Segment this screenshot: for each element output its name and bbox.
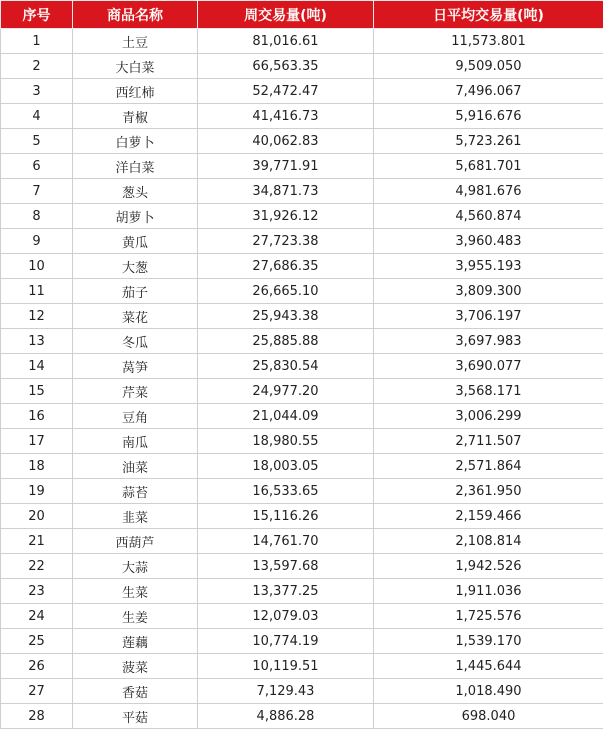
cell-product-name: 西红柿 — [73, 79, 198, 104]
cell-index: 11 — [1, 279, 73, 304]
cell-product-name: 西葫芦 — [73, 529, 198, 554]
cell-weekly-volume: 41,416.73 — [198, 104, 374, 129]
table-row — [1, 479, 603, 504]
table-header — [1, 1, 603, 29]
table-row — [1, 204, 603, 229]
cell-product-name: 韭菜 — [73, 504, 198, 529]
cell-product-name: 青椒 — [73, 104, 198, 129]
cell-weekly-volume: 18,980.55 — [198, 429, 374, 454]
cell-index: 6 — [1, 154, 73, 179]
cell-daily-average-volume: 1,018.490 — [374, 679, 603, 704]
cell-daily-average-volume: 2,711.507 — [374, 429, 603, 454]
table-row — [1, 304, 603, 329]
header-daily-average-volume: 日平均交易量(吨) — [374, 1, 603, 29]
cell-weekly-volume: 10,119.51 — [198, 654, 374, 679]
table-row — [1, 554, 603, 579]
cell-weekly-volume: 16,533.65 — [198, 479, 374, 504]
cell-product-name: 菠菜 — [73, 654, 198, 679]
cell-weekly-volume: 15,116.26 — [198, 504, 374, 529]
cell-product-name: 菜花 — [73, 304, 198, 329]
cell-weekly-volume: 25,943.38 — [198, 304, 374, 329]
cell-index: 16 — [1, 404, 73, 429]
cell-weekly-volume: 7,129.43 — [198, 679, 374, 704]
cell-daily-average-volume: 3,706.197 — [374, 304, 603, 329]
cell-index: 9 — [1, 229, 73, 254]
cell-weekly-volume: 66,563.35 — [198, 54, 374, 79]
cell-index: 2 — [1, 54, 73, 79]
cell-product-name: 生菜 — [73, 579, 198, 604]
cell-weekly-volume: 34,871.73 — [198, 179, 374, 204]
cell-index: 4 — [1, 104, 73, 129]
table-row — [1, 29, 603, 54]
cell-daily-average-volume: 9,509.050 — [374, 54, 603, 79]
table-row — [1, 104, 603, 129]
cell-index: 26 — [1, 654, 73, 679]
cell-daily-average-volume: 1,539.170 — [374, 629, 603, 654]
cell-weekly-volume: 13,377.25 — [198, 579, 374, 604]
cell-daily-average-volume: 11,573.801 — [374, 29, 603, 54]
table-row — [1, 279, 603, 304]
cell-product-name: 洋白菜 — [73, 154, 198, 179]
cell-index: 3 — [1, 79, 73, 104]
table-row — [1, 254, 603, 279]
cell-product-name: 蒜苔 — [73, 479, 198, 504]
cell-daily-average-volume: 3,809.300 — [374, 279, 603, 304]
cell-weekly-volume: 21,044.09 — [198, 404, 374, 429]
cell-product-name: 莲藕 — [73, 629, 198, 654]
cell-daily-average-volume: 5,723.261 — [374, 129, 603, 154]
cell-daily-average-volume: 2,571.864 — [374, 454, 603, 479]
cell-index: 15 — [1, 379, 73, 404]
cell-daily-average-volume: 1,911.036 — [374, 579, 603, 604]
cell-weekly-volume: 24,977.20 — [198, 379, 374, 404]
table-row — [1, 129, 603, 154]
cell-product-name: 黄瓜 — [73, 229, 198, 254]
table-row — [1, 379, 603, 404]
cell-weekly-volume: 27,723.38 — [198, 229, 374, 254]
table-row — [1, 179, 603, 204]
table-body — [1, 29, 603, 729]
cell-product-name: 土豆 — [73, 29, 198, 54]
cell-daily-average-volume: 2,361.950 — [374, 479, 603, 504]
table-row — [1, 604, 603, 629]
cell-daily-average-volume: 3,955.193 — [374, 254, 603, 279]
table-row — [1, 229, 603, 254]
header-product-name: 商品名称 — [73, 1, 198, 29]
cell-index: 1 — [1, 29, 73, 54]
cell-index: 20 — [1, 504, 73, 529]
cell-product-name: 大白菜 — [73, 54, 198, 79]
cell-daily-average-volume: 698.040 — [374, 704, 603, 729]
cell-product-name: 胡萝卜 — [73, 204, 198, 229]
table-row — [1, 429, 603, 454]
table-row — [1, 454, 603, 479]
cell-index: 10 — [1, 254, 73, 279]
header-index: 序号 — [1, 1, 73, 29]
cell-index: 22 — [1, 554, 73, 579]
cell-weekly-volume: 52,472.47 — [198, 79, 374, 104]
cell-product-name: 芹菜 — [73, 379, 198, 404]
cell-index: 24 — [1, 604, 73, 629]
cell-daily-average-volume: 5,916.676 — [374, 104, 603, 129]
cell-product-name: 茄子 — [73, 279, 198, 304]
table-row — [1, 354, 603, 379]
cell-weekly-volume: 27,686.35 — [198, 254, 374, 279]
cell-product-name: 平菇 — [73, 704, 198, 729]
cell-daily-average-volume: 3,960.483 — [374, 229, 603, 254]
cell-weekly-volume: 18,003.05 — [198, 454, 374, 479]
cell-index: 8 — [1, 204, 73, 229]
cell-product-name: 大葱 — [73, 254, 198, 279]
cell-index: 25 — [1, 629, 73, 654]
cell-product-name: 香菇 — [73, 679, 198, 704]
table-row — [1, 79, 603, 104]
cell-daily-average-volume: 7,496.067 — [374, 79, 603, 104]
cell-product-name: 白萝卜 — [73, 129, 198, 154]
cell-product-name: 冬瓜 — [73, 329, 198, 354]
cell-weekly-volume: 26,665.10 — [198, 279, 374, 304]
cell-daily-average-volume: 1,725.576 — [374, 604, 603, 629]
cell-daily-average-volume: 3,697.983 — [374, 329, 603, 354]
table-row — [1, 54, 603, 79]
cell-index: 12 — [1, 304, 73, 329]
cell-product-name: 葱头 — [73, 179, 198, 204]
table-row — [1, 529, 603, 554]
cell-daily-average-volume: 2,108.814 — [374, 529, 603, 554]
cell-index: 21 — [1, 529, 73, 554]
cell-daily-average-volume: 4,560.874 — [374, 204, 603, 229]
cell-daily-average-volume: 2,159.466 — [374, 504, 603, 529]
table-row — [1, 654, 603, 679]
table-row — [1, 629, 603, 654]
cell-weekly-volume: 13,597.68 — [198, 554, 374, 579]
table-row — [1, 154, 603, 179]
cell-index: 14 — [1, 354, 73, 379]
table-row — [1, 404, 603, 429]
cell-daily-average-volume: 4,981.676 — [374, 179, 603, 204]
table-row — [1, 579, 603, 604]
cell-daily-average-volume: 5,681.701 — [374, 154, 603, 179]
table-row — [1, 504, 603, 529]
cell-weekly-volume: 39,771.91 — [198, 154, 374, 179]
cell-product-name: 豆角 — [73, 404, 198, 429]
cell-product-name: 南瓜 — [73, 429, 198, 454]
cell-index: 28 — [1, 704, 73, 729]
cell-product-name: 大蒜 — [73, 554, 198, 579]
cell-index: 27 — [1, 679, 73, 704]
cell-weekly-volume: 12,079.03 — [198, 604, 374, 629]
cell-index: 19 — [1, 479, 73, 504]
cell-daily-average-volume: 3,568.171 — [374, 379, 603, 404]
cell-index: 5 — [1, 129, 73, 154]
cell-daily-average-volume: 3,690.077 — [374, 354, 603, 379]
cell-weekly-volume: 31,926.12 — [198, 204, 374, 229]
cell-index: 18 — [1, 454, 73, 479]
cell-index: 17 — [1, 429, 73, 454]
cell-daily-average-volume: 3,006.299 — [374, 404, 603, 429]
cell-index: 7 — [1, 179, 73, 204]
header-weekly-volume: 周交易量(吨) — [198, 1, 374, 29]
cell-daily-average-volume: 1,445.644 — [374, 654, 603, 679]
cell-weekly-volume: 40,062.83 — [198, 129, 374, 154]
cell-product-name: 莴笋 — [73, 354, 198, 379]
table-row — [1, 679, 603, 704]
cell-weekly-volume: 4,886.28 — [198, 704, 374, 729]
cell-product-name: 油菜 — [73, 454, 198, 479]
header-row — [1, 1, 603, 29]
cell-weekly-volume: 10,774.19 — [198, 629, 374, 654]
cell-weekly-volume: 25,885.88 — [198, 329, 374, 354]
cell-index: 23 — [1, 579, 73, 604]
table-row — [1, 329, 603, 354]
cell-product-name: 生姜 — [73, 604, 198, 629]
cell-weekly-volume: 25,830.54 — [198, 354, 374, 379]
cell-daily-average-volume: 1,942.526 — [374, 554, 603, 579]
cell-weekly-volume: 14,761.70 — [198, 529, 374, 554]
table-row — [1, 704, 603, 729]
cell-weekly-volume: 81,016.61 — [198, 29, 374, 54]
cell-index: 13 — [1, 329, 73, 354]
